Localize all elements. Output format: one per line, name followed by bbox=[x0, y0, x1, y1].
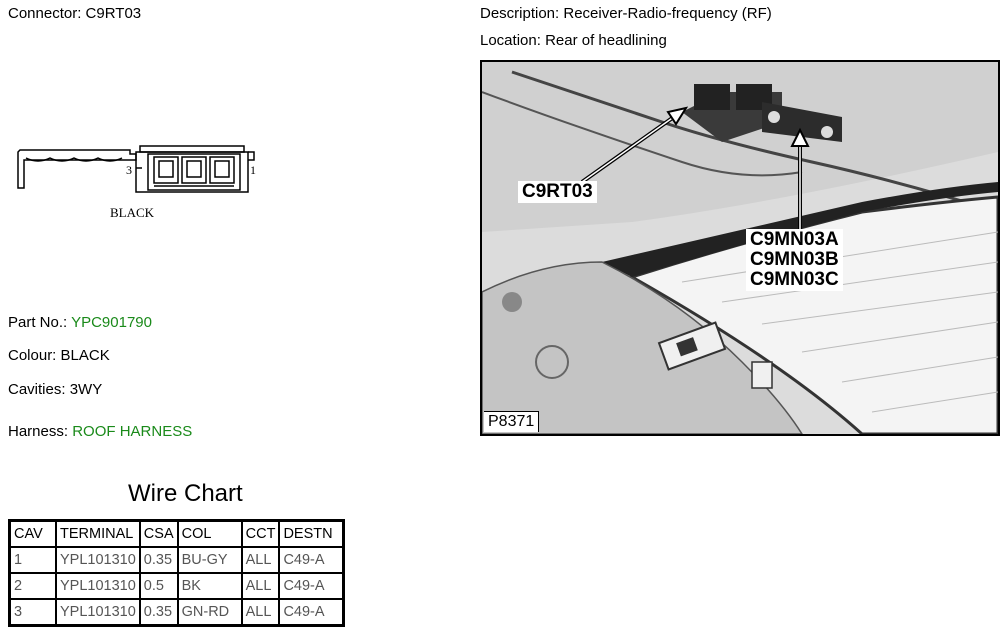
cell-cct: ALL bbox=[242, 599, 280, 626]
connector-value: C9RT03 bbox=[85, 5, 142, 22]
header-col: COL bbox=[178, 521, 242, 548]
callout-mn-b: C9MN03B bbox=[750, 249, 839, 270]
harness-label: Harness: bbox=[8, 423, 69, 440]
pin-label-3: 3 bbox=[126, 163, 132, 177]
cell-cav: 1 bbox=[10, 547, 57, 573]
cavities-value: 3WY bbox=[69, 381, 103, 398]
colour-label: Colour: bbox=[8, 347, 57, 364]
harness-link[interactable]: ROOF HARNESS bbox=[72, 423, 193, 440]
location-line bbox=[480, 32, 667, 49]
cell-cav: 3 bbox=[10, 599, 57, 626]
header-cav: CAV bbox=[10, 521, 57, 548]
table-row bbox=[10, 599, 344, 626]
colour-value: BLACK bbox=[60, 347, 110, 364]
cell-csa: 0.5 bbox=[140, 573, 178, 599]
cell-destn: C49-A bbox=[279, 573, 344, 599]
table-row bbox=[10, 547, 344, 573]
cell-destn: C49-A bbox=[279, 599, 344, 626]
photo-id: P8371 bbox=[484, 411, 539, 432]
header-csa: CSA bbox=[140, 521, 178, 548]
header-terminal: TERMINAL bbox=[56, 521, 140, 548]
cavities-line bbox=[8, 381, 102, 398]
header-destn: DESTN bbox=[279, 521, 344, 548]
location-photo bbox=[480, 60, 1000, 436]
part-no-line bbox=[8, 314, 152, 331]
description-label: Description: bbox=[480, 5, 560, 22]
cavities-label: Cavities: bbox=[8, 381, 66, 398]
callout-connector: C9RT03 bbox=[518, 181, 597, 203]
cell-col: BK bbox=[178, 573, 242, 599]
harness-line bbox=[8, 423, 192, 440]
cell-destn: C49-A bbox=[279, 547, 344, 573]
callout-mn-a: C9MN03A bbox=[750, 229, 839, 250]
description-value: Receiver-Radio-frequency (RF) bbox=[563, 5, 772, 22]
wire-chart-table bbox=[8, 519, 345, 627]
description-line bbox=[480, 5, 772, 22]
cell-terminal: YPL101310 bbox=[56, 599, 140, 626]
cell-col: GN-RD bbox=[178, 599, 242, 626]
cell-csa: 0.35 bbox=[140, 547, 178, 573]
cell-csa: 0.35 bbox=[140, 599, 178, 626]
connector-drawing bbox=[8, 138, 268, 228]
table-row bbox=[10, 573, 344, 599]
connector-label: Connector: bbox=[8, 5, 82, 22]
cell-terminal: YPL101310 bbox=[56, 547, 140, 573]
pin-label-1: 1 bbox=[250, 163, 256, 177]
wire-chart-title: Wire Chart bbox=[128, 480, 243, 507]
cell-col: BU-GY bbox=[178, 547, 242, 573]
cell-cct: ALL bbox=[242, 573, 280, 599]
callout-mn-group bbox=[746, 229, 843, 291]
wire-chart-header-row bbox=[10, 521, 344, 548]
location-value: Rear of headlining bbox=[545, 32, 667, 49]
colour-line bbox=[8, 347, 110, 364]
location-label: Location: bbox=[480, 32, 541, 49]
cell-cav: 2 bbox=[10, 573, 57, 599]
location-photo-illustration bbox=[482, 62, 998, 434]
drawing-colour-text: BLACK bbox=[110, 205, 155, 220]
header-cct: CCT bbox=[242, 521, 280, 548]
part-no-link[interactable]: YPC901790 bbox=[71, 314, 152, 331]
callout-mn-c: C9MN03C bbox=[750, 269, 839, 290]
connector-line bbox=[8, 5, 141, 22]
cell-cct: ALL bbox=[242, 547, 280, 573]
part-no-label: Part No.: bbox=[8, 314, 68, 331]
cell-terminal: YPL101310 bbox=[56, 573, 140, 599]
